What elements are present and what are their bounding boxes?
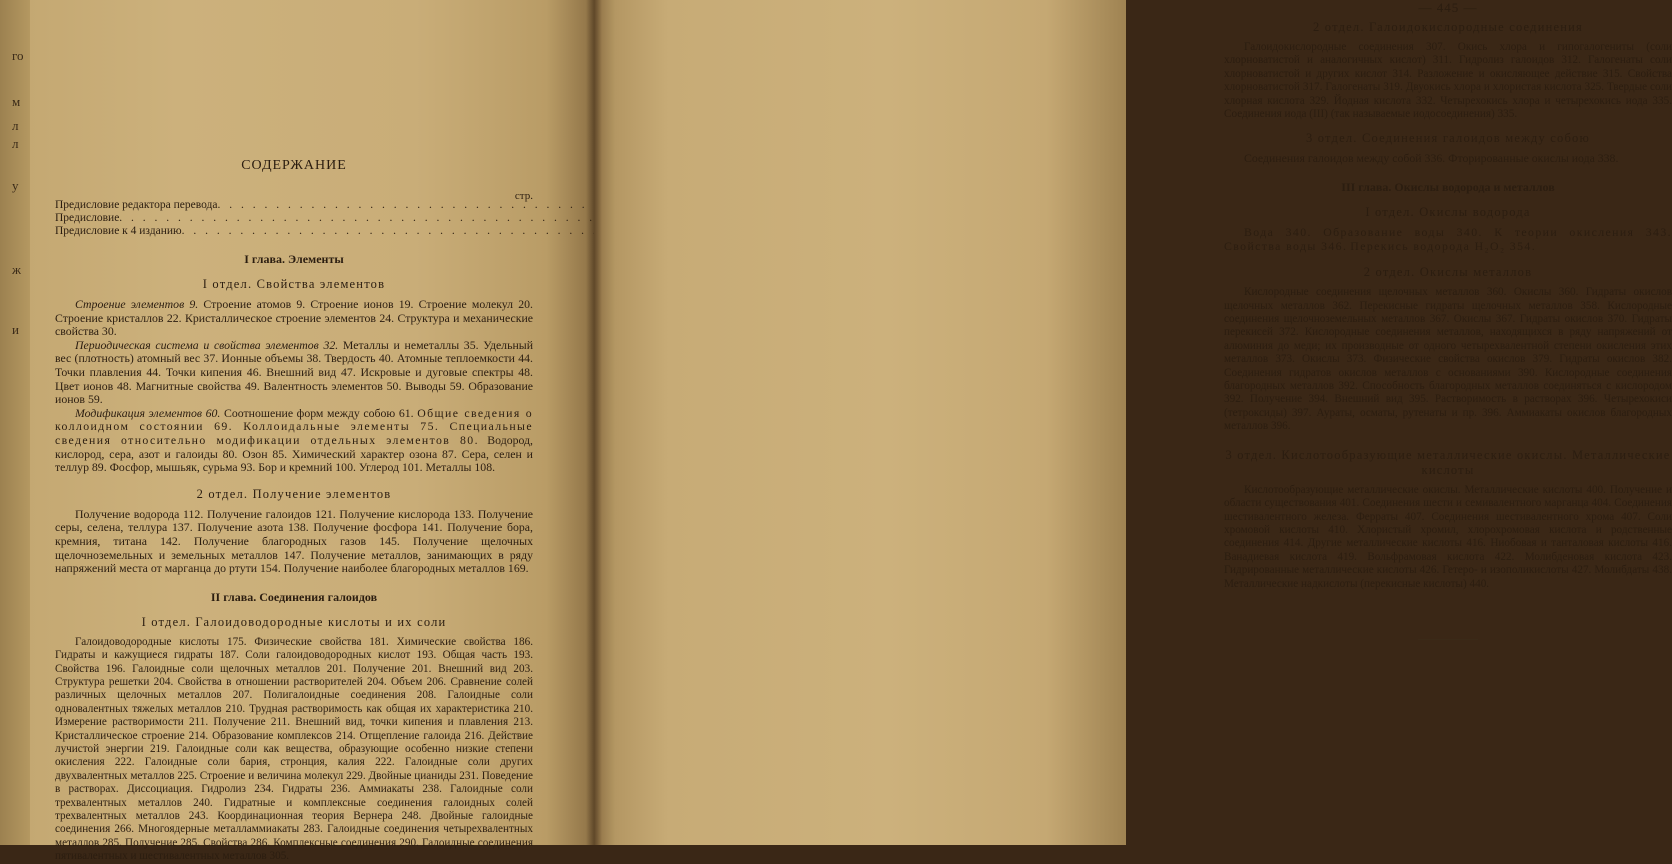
- paragraph-text: Вода 340. Образование воды 340. К теории окисления 343. Свойства воды 346.: [1224, 225, 1672, 253]
- paragraph-text: Строение атомов 9. Строение ионов 19. Строение молекул 20. Строение кристаллов 22. Кристаллическое строение элементов 24. Структура и механические свойства 30.: [55, 297, 533, 339]
- paragraph-text: Перекись водорода H₂O₂ 354.: [1350, 238, 1537, 253]
- section-heading: 2 отдел. Получение элементов: [196, 486, 392, 501]
- section-paragraph: [55, 407, 533, 475]
- paragraph-text: Общие сведения о коллоидном состоянии 69. Коллоидальные элементы 75. Специальные сведения относительно модификации отдельных элементов 80.: [55, 405, 534, 447]
- previous-page-edge: [0, 0, 30, 845]
- section-heading: I отдел. Окислы водорода: [1365, 205, 1531, 220]
- italic-subheading: Строение элементов 9.: [75, 297, 199, 311]
- page-column-label: стр.: [514, 190, 533, 202]
- toc-title: СОДЕРЖАНИЕ: [241, 158, 347, 173]
- section-heading: 2 отдел. Окислы металлов: [1363, 265, 1533, 280]
- toc-entry: [55, 212, 533, 225]
- section-paragraph: [1224, 226, 1672, 253]
- prev-page-char: ж: [12, 262, 21, 277]
- book-gutter: [586, 0, 602, 845]
- section-paragraph: [55, 339, 533, 407]
- section-paragraph: Галоидоводородные кислоты 175. Физические свойства 181. Химические свойства 186. Гидраты и кажущиеся гидраты 187. Соли галоидоводородных кислот 193. Общая часть 193. Свойства 196. Галоидные соли щелочных металлов 201. Получение 201. Внешний вид 203. Структура решетки 204. Свойства в отношении растворителей 204. Объем 206. Сравнение солей различных щелочных металлов 207. Полигалоидные соединения 208. Галоидные соли одновалентных тяжелых металлов 210. Трудная растворимость как общая их характеристика 210. Измерение растворимости 211. Получение 211. Внешний вид, точки кипения и плавления 213. Кристаллическое строение 214. Образование комплексов 214. Отщепление галоида 216. Действие лучистой энергии 219. Галоидные соли как вещества, образующие особенно низкие степени окисления 222. Галоидные соли бария, стронция, калия 222. Галоидные соли других двухвалентных металлов 225. Строение и величина молекул 229. Двойные цианиды 231. Поведение в растворах. Диссоциация. Гидролиз 234. Гидраты 236. Аммиакаты 238. Галоидные соли трехвалентных металлов 240. Гидратные и комплексные соединения галоидных солей трехвалентных металлов 243. Координационная теория Вернера 248. Двойные галоидные соединения 266. Многоядерные металламмиакаты 283. Галоидные соединения четырехвалентных металлов 285. Получение 285. Свойства 286. Комплексные соединения 290. Галоидные соединения пятивалентных и шестивалентных металлов 305.: [55, 635, 533, 863]
- toc-entry: [55, 199, 533, 212]
- prev-page-char: и: [12, 322, 19, 337]
- italic-subheading: Модификация элементов 60.: [75, 405, 221, 420]
- chapter-heading: III глава. Окислы водорода и металлов: [1341, 180, 1555, 195]
- prev-page-char: у: [12, 178, 19, 193]
- section-heading: I отдел. Свойства элементов: [202, 277, 386, 291]
- chapter-heading: I глава. Элементы: [244, 252, 344, 266]
- section-paragraph: Кислотообразующие металлические окислы. Металлические кислоты 400. Получение и области существования 401. Соединения шести и семивалентного марганца 404. Соединения шестивалентного железа. Ферраты 407. Соединения шестивалентного хрома 407. Соли хромовой кислоты 410. Хлористый хромил, хлорохромовая кислота и родственные соединения 414. Другие металлические кислоты 416. Ниобовая и танталовая кислоты 416. Ванадиевая кислота 419. Вольфрамовая кислота 422. Молибденовая кислота 423. Гидрированные металлические кислоты 426. Гетеро- и изополикислоты 427. Молибдаты 438. Металлические надкислоты (перекисные кислоты) 440.: [1224, 483, 1672, 590]
- left-page-content: [55, 148, 533, 864]
- section-paragraph: [55, 298, 533, 339]
- end-separator-rule: [1418, 639, 1478, 640]
- section-heading: 3 отдел. Соединения галоидов между собою: [1306, 131, 1590, 146]
- toc-entry-title: Предисловие к 4 изданию: [55, 225, 182, 237]
- section-paragraph: Получение водорода 112. Получение галоидов 121. Получение кислорода 133. Получение серы, селена, теллура 137. Получение азота 138. Получение фосфора 141. Получение бора, кремния, титана 142. Получение благородных газов 145. Получение щелочных щелочноземельных и земельных металлов 147. Получение металлов, занимающих в ряду напряжений места от марганца до ртути 154. Получение наиболее благородных металлов 169.: [55, 506, 533, 576]
- page-number: — 445 —: [1418, 0, 1478, 15]
- section-paragraph: Кислородные соединения щелочных металлов 360. Окислы 360. Гидраты окислов щелочных металлов 362. Перекисные гидраты щелочных металлов 358. Кислородные соединения щелочноземельных металлов 367. Окислы 367. Гидраты окислов 370. Гидраты перекисей 372. Кислородные соединения металлов, находящихся в ряду напряжений от алюминия до меди; их производные от одного четырехвалентной степени окисления этих металлов 373. Окислы 373. Физические свойства окислов 379. Гидраты окислов 382. Соединения гидратов окислов металлов с основаниями 390. Кислородные соединения благородных металлов 392. Способность благородных металлов соединяться с кислородом 392. Получение 394. Внешний вид 395. Растворимость в растворах 396. Четырехокиси (тетроксиды) 397. Аураты, осматы, рутенаты и пр. 396. Аммиакаты окислов благородных металлов 396.: [1224, 286, 1672, 433]
- toc-entry-title: Предисловие редактора перевода: [55, 199, 218, 211]
- toc-entry: [55, 225, 533, 238]
- section-paragraph: Соединения галоидов между собой 336. Фторированные окислы иода 338.: [1244, 151, 1619, 166]
- paragraph-text: Металлы и неметаллы 35. Удельный вес (плотность) атомный вес 37. Ионные объемы 38. Твердость 40. Атомные теплоемкости 44. Точки плавления 44. Точки кипения 46. Внешний вид 47. Искровые и дуговые спектры 48. Цвет ионов 48. Магнитные свойства 49. Валентность элементов 50. Выводы 59. Образование ионов 59.: [55, 337, 534, 407]
- prev-page-char: л: [12, 136, 19, 151]
- italic-subheading: Периодическая система и свойства элементов 32.: [75, 337, 339, 352]
- section-heading: 3 отдел. Кислотообразующие металлические окислы. Металлические кислоты: [1225, 447, 1671, 477]
- section-heading: 2 отдел. Галоидокислородные соединения: [1313, 20, 1583, 34]
- paragraph-text: Водород, кислород, сера, азот и галоиды 80. Озон 85. Химический характер озона 87. Сера, селен и теллур 89. Фосфор, мышьяк, сурьма 93. Бор и кремний 100. Углерод 101. Металлы 108.: [55, 432, 534, 475]
- chapter-heading: II глава. Соединения галоидов: [210, 589, 378, 604]
- right-page: [594, 0, 1672, 845]
- left-page: [0, 0, 594, 863]
- section-paragraph: Галоидокислородные соединения 307. Окись хлора и гипогалогениты (соли хлорноватистой и аналогичных кислот) 311. Гидролиз галоидов 312. Галогенаты соли хлорноватистой и других кислот 314. Разложение и окисляющее действие 315. Свойства хлорноватистой 317. Галогенаты 319. Двуокись хлора и хлористая кислота 325. Твердые соли хлорная кислота 329. Йодная кислота 332. Четырехокись хлора и четырехокись иода 335. Соединения иода (III) (так называемые иодосоединения) 335.: [1224, 41, 1672, 121]
- prev-page-char: л: [12, 118, 19, 133]
- prev-page-char: м: [12, 94, 21, 109]
- prev-page-char: го: [12, 48, 24, 63]
- paragraph-text: Соотношение форм между собою 61.: [224, 405, 414, 420]
- right-page-content: [1224, 0, 1672, 640]
- toc-entry-title: Предисловие: [55, 212, 120, 224]
- section-heading: I отдел. Галоидоводородные кислоты и их соли: [141, 614, 447, 629]
